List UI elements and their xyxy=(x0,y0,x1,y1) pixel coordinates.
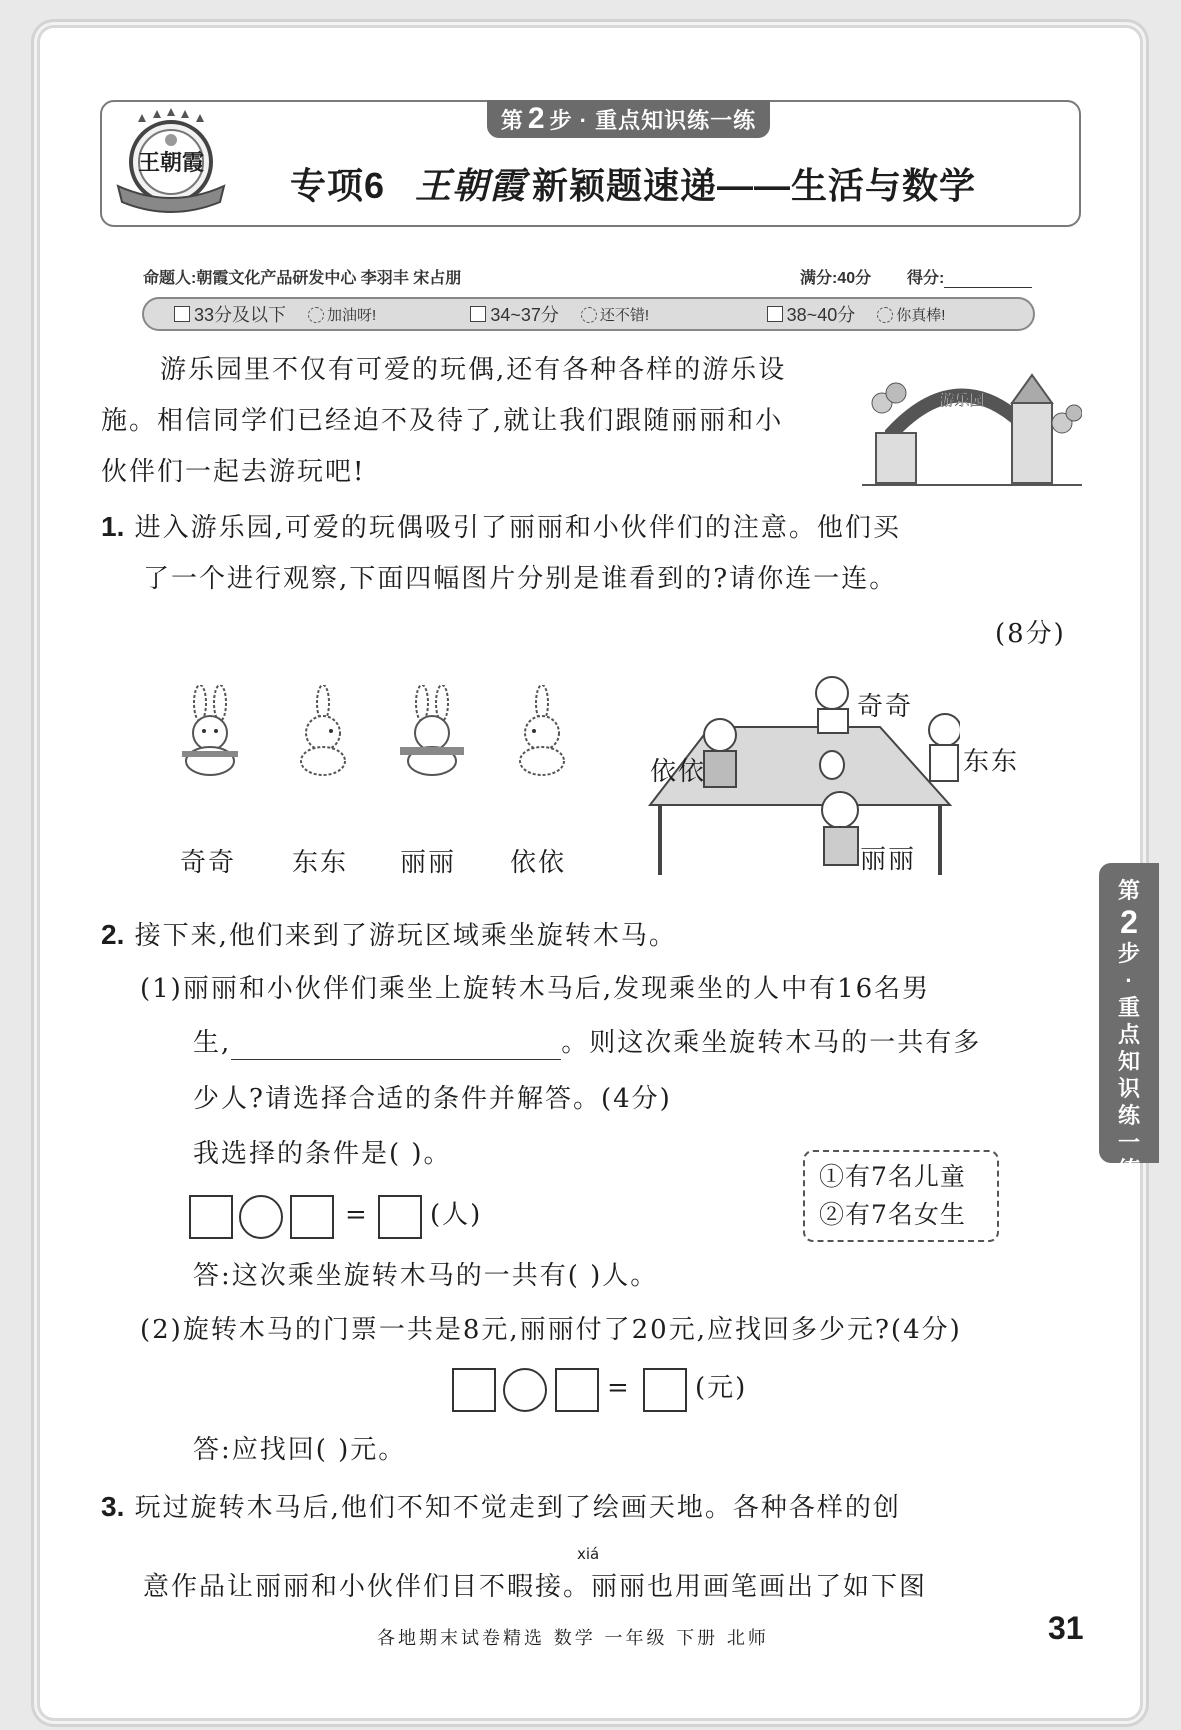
name-label: 依依 xyxy=(510,848,567,878)
title-text: 新颖题速递——生活与数学 xyxy=(532,165,977,206)
side-chapter-tab xyxy=(1099,863,1159,1182)
scene-label-bottom: 丽丽 xyxy=(860,845,917,875)
score-field xyxy=(907,265,1032,289)
title-section: 专项6 xyxy=(290,165,386,206)
q2-stem xyxy=(101,918,677,953)
answer-box[interactable] xyxy=(555,1368,599,1412)
rabbit-view-side-left xyxy=(502,685,582,784)
step-prefix: 第 xyxy=(500,107,524,133)
level-item xyxy=(144,299,440,329)
scene-label-left: 依依 xyxy=(650,757,707,787)
answer-line: 答:应找回( )元。 xyxy=(193,1435,407,1465)
title-brand: 王朝霞 xyxy=(415,165,527,207)
q2-p1-line: 少人?请选择合适的条件并解答。(4分) xyxy=(193,1084,672,1114)
level-item xyxy=(440,299,736,329)
q2-p1-line xyxy=(193,1026,981,1060)
step-tab xyxy=(487,100,770,138)
name-label: 东东 xyxy=(292,848,349,878)
q1-score: (8分) xyxy=(995,619,1066,649)
score-levels xyxy=(142,297,1035,331)
level-range: 38~40分 xyxy=(786,305,856,325)
step-number: 2 xyxy=(527,102,546,135)
side-tab-char: 练 xyxy=(1117,1157,1140,1182)
side-tab-char: 一 xyxy=(1117,1130,1140,1155)
smiley-icon xyxy=(877,307,893,323)
q2-p2-line: (2)旋转木马的门票一共是8元,丽丽付了20元,应找回多少元?(4分) xyxy=(140,1315,962,1345)
intro-line: 施。相信同学们已经迫不及待了,就让我们跟随丽丽和小 xyxy=(101,406,784,436)
smiley-icon xyxy=(581,307,597,323)
option-item: ①有7名儿童 xyxy=(819,1162,966,1191)
rabbit-view-front xyxy=(170,685,250,784)
side-tab-char: 识 xyxy=(1117,1076,1140,1101)
rabbit-view-side xyxy=(283,685,363,784)
page-title xyxy=(290,158,1050,208)
q3-stem xyxy=(101,1490,901,1525)
name-label: 奇奇 xyxy=(180,848,237,878)
level-range: 34~37分 xyxy=(490,305,559,325)
intro-line: 游乐园里不仅有可爱的玩偶,还有各种各样的游乐设 xyxy=(160,355,787,385)
authors: 命题人:朝霞文化产品研发中心 李羽丰 宋占朋 xyxy=(143,270,462,287)
level-checkbox[interactable] xyxy=(767,306,783,322)
rabbit-view-back xyxy=(392,685,472,784)
q1-line: 进入游乐园,可爱的玩偶吸引了丽丽和小伙伴们的注意。他们买 xyxy=(134,513,901,543)
full-score: 满分:40分 xyxy=(800,270,872,287)
side-tab-text: 第 xyxy=(1117,878,1140,903)
level-cheer: 还不错! xyxy=(599,306,650,324)
unit-label: (元) xyxy=(695,1373,748,1403)
question-number: 1. xyxy=(101,511,125,542)
equals-sign: = xyxy=(345,1200,369,1230)
q2-stem-text: 接下来,他们来到了游玩区域乘坐旋转木马。 xyxy=(134,921,677,951)
footer-text: 各地期末试卷精选 数学 一年级 下册 北师 xyxy=(377,1628,769,1649)
side-tab-char: 重 xyxy=(1117,995,1140,1020)
name-label: 丽丽 xyxy=(400,848,457,878)
answer-box[interactable] xyxy=(189,1195,233,1239)
options-box xyxy=(803,1150,999,1242)
scene-label-right: 东东 xyxy=(963,747,1020,777)
score-label: 得分: xyxy=(907,270,945,287)
choose-line: 我选择的条件是( )。 xyxy=(193,1139,452,1169)
condition-blank[interactable] xyxy=(231,1034,561,1060)
step-suffix: 步 · 重点知识练一练 xyxy=(549,107,757,133)
unit-label: (人) xyxy=(430,1200,483,1230)
level-range: 33分及以下 xyxy=(194,305,287,325)
answer-box[interactable] xyxy=(452,1368,496,1412)
level-checkbox[interactable] xyxy=(174,306,190,322)
answer-box[interactable] xyxy=(643,1368,687,1412)
pinyin-annotation: xiá xyxy=(577,1545,600,1563)
level-cheer: 加油呀! xyxy=(327,306,377,324)
amusement-park-gate-illustration xyxy=(862,363,1082,497)
q2-p1-text: 生, xyxy=(193,1028,232,1058)
question-number: 2. xyxy=(101,919,125,950)
q2-p1-line: (1)丽丽和小伙伴们乘坐上旋转木马后,发现乘坐的人中有16名男 xyxy=(140,974,931,1004)
q3-line: 玩过旋转木马后,他们不知不觉走到了绘画天地。各种各样的创 xyxy=(134,1493,901,1523)
answer-line: 答:这次乘坐旋转木马的一共有( )人。 xyxy=(193,1261,659,1291)
level-checkbox[interactable] xyxy=(470,306,486,322)
svg-text:王朝霞: 王朝霞 xyxy=(137,150,205,176)
answer-box[interactable] xyxy=(378,1195,422,1239)
q1-line: 了一个进行观察,下面四幅图片分别是谁看到的?请你连一连。 xyxy=(143,564,898,594)
operator-circle[interactable] xyxy=(239,1195,283,1239)
page-number: 31 xyxy=(1048,1610,1084,1646)
brand-logo xyxy=(112,106,230,216)
equals-sign: = xyxy=(607,1373,631,1403)
operator-circle[interactable] xyxy=(503,1368,547,1412)
option-item: ②有7名女生 xyxy=(819,1200,966,1229)
q3-line: 意作品让丽丽和小伙伴们目不暇接。丽丽也用画笔画出了如下图 xyxy=(143,1572,928,1602)
side-tab-char: 步 xyxy=(1117,941,1140,966)
q1-stem xyxy=(101,510,901,545)
gate-sign: 游乐园 xyxy=(939,391,985,409)
level-item xyxy=(737,299,1033,329)
answer-box[interactable] xyxy=(290,1195,334,1239)
score-blank[interactable] xyxy=(944,272,1032,288)
scene-label-top: 奇奇 xyxy=(857,692,914,722)
side-tab-number: 2 xyxy=(1120,904,1138,940)
level-cheer: 你真棒! xyxy=(896,306,946,324)
question-number: 3. xyxy=(101,1491,125,1522)
side-tab-char: 练 xyxy=(1117,1103,1140,1128)
side-tab-char: 点 xyxy=(1117,1022,1140,1047)
q2-p1-text: 。则这次乘坐旋转木马的一共有多 xyxy=(561,1028,982,1058)
intro-line: 伙伴们一起去游玩吧! xyxy=(101,457,366,487)
side-tab-char: 知 xyxy=(1117,1049,1140,1074)
smiley-icon xyxy=(308,307,324,323)
side-tab-char: · xyxy=(1125,968,1133,993)
